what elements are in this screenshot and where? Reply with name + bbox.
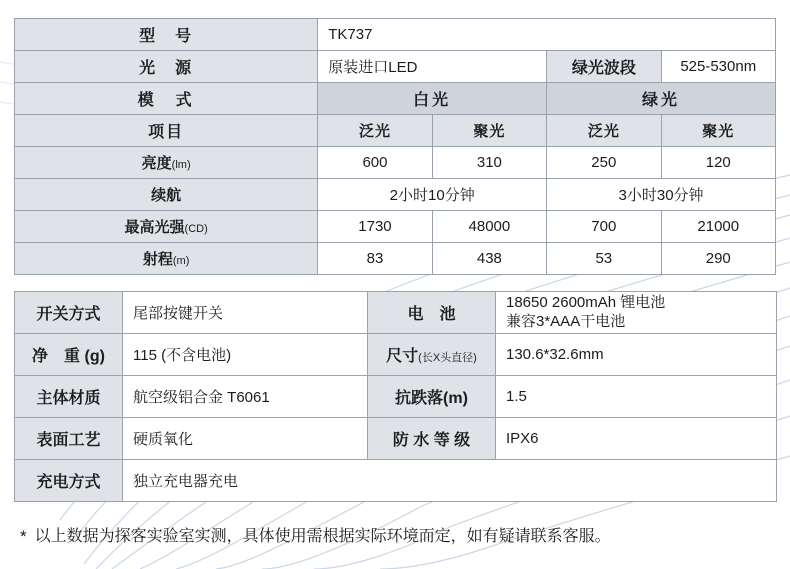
value-beam-distance-white-flood: 83 (318, 243, 432, 275)
value-brightness-white-spot: 310 (432, 147, 546, 179)
value-battery: 18650 2600mAh 锂电池 兼容3*AAA干电池 (496, 292, 777, 334)
header-green-light: 绿光 (547, 83, 776, 115)
table-row-runtime (15, 179, 776, 211)
table-row-light-source (15, 51, 776, 83)
value-switch-type: 尾部按键开关 (123, 292, 368, 334)
table-row-finish-waterproof (15, 418, 777, 460)
value-peak-intensity-white-spot: 48000 (432, 211, 546, 243)
value-size: 130.6*32.6mm (496, 334, 777, 376)
value-green-wavelength: 525-530nm (661, 51, 775, 83)
label-mode: 模 式 (15, 83, 318, 115)
label-beam-distance (15, 243, 318, 275)
label-brightness-text: 亮度 (141, 155, 172, 172)
value-runtime-white: 2小时10分钟 (318, 179, 547, 211)
label-size (368, 334, 496, 376)
detail-spec-table (14, 291, 777, 502)
label-drop-resistance: 抗跌落(m) (368, 376, 496, 418)
table-row-mode-header (15, 83, 776, 115)
value-light-source: 原装进口LED (318, 51, 547, 83)
subheader-green-flood: 泛光 (547, 115, 661, 147)
value-model: TK737 (318, 19, 776, 51)
label-size-unit: (长X头直径) (418, 352, 477, 364)
value-beam-distance-white-spot: 438 (432, 243, 546, 275)
footnote-marker: * (20, 527, 27, 546)
label-size-text: 尺寸 (386, 348, 419, 365)
value-beam-distance-green-spot: 290 (661, 243, 775, 275)
label-green-wavelength: 绿光波段 (547, 51, 661, 83)
footnote (14, 524, 784, 550)
value-charging-method: 独立充电器充电 (123, 460, 777, 502)
value-runtime-green: 3小时30分钟 (547, 179, 776, 211)
label-item: 项目 (15, 115, 318, 147)
label-body-material: 主体材质 (15, 376, 123, 418)
header-white-light: 白光 (318, 83, 547, 115)
table-row-item-header (15, 115, 776, 147)
label-model: 型 号 (15, 19, 318, 51)
value-surface-finish: 硬质氧化 (123, 418, 368, 460)
label-peak-intensity-unit: (CD) (184, 223, 208, 235)
label-battery: 电 池 (368, 292, 496, 334)
label-runtime-text: 续航 (151, 187, 182, 204)
primary-spec-table (14, 18, 776, 275)
label-charging-method: 充电方式 (15, 460, 123, 502)
table-row-charging (15, 460, 777, 502)
label-net-weight: 净 重 (g) (15, 334, 123, 376)
subheader-white-spot: 聚光 (432, 115, 546, 147)
label-peak-intensity-text: 最高光强 (124, 219, 185, 236)
table-gap-spacer (14, 275, 776, 291)
table-row-weight-size (15, 334, 777, 376)
table-row-switch-battery (15, 292, 777, 334)
label-brightness (15, 147, 318, 179)
value-waterproof-rating: IPX6 (496, 418, 777, 460)
value-peak-intensity-green-spot: 21000 (661, 211, 775, 243)
value-beam-distance-green-flood: 53 (547, 243, 661, 275)
value-brightness-green-flood: 250 (547, 147, 661, 179)
value-net-weight: 115 (不含电池) (123, 334, 368, 376)
value-body-material: 航空级铝合金 T6061 (123, 376, 368, 418)
value-brightness-white-flood: 600 (318, 147, 432, 179)
value-peak-intensity-white-flood: 1730 (318, 211, 432, 243)
subheader-green-spot: 聚光 (661, 115, 775, 147)
value-brightness-green-spot: 120 (661, 147, 775, 179)
table-row-material-drop (15, 376, 777, 418)
table-row-peak-intensity (15, 211, 776, 243)
label-switch-type: 开关方式 (15, 292, 123, 334)
label-light-source: 光 源 (15, 51, 318, 83)
table-row-beam-distance (15, 243, 776, 275)
label-beam-distance-unit: (m) (172, 255, 190, 267)
label-surface-finish: 表面工艺 (15, 418, 123, 460)
value-drop-resistance: 1.5 (496, 376, 777, 418)
label-runtime (15, 179, 318, 211)
table-row-model (15, 19, 776, 51)
footnote-text: 以上数据为探客实验室实测，具体使用需根据实际环境而定，如有疑请联系客服。 (34, 528, 611, 545)
label-beam-distance-text: 射程 (142, 251, 173, 268)
label-waterproof-rating: 防 水 等 级 (368, 418, 496, 460)
table-row-brightness (15, 147, 776, 179)
subheader-white-flood: 泛光 (318, 115, 432, 147)
label-peak-intensity (15, 211, 318, 243)
label-brightness-unit: (lm) (171, 159, 191, 171)
value-peak-intensity-green-flood: 700 (547, 211, 661, 243)
